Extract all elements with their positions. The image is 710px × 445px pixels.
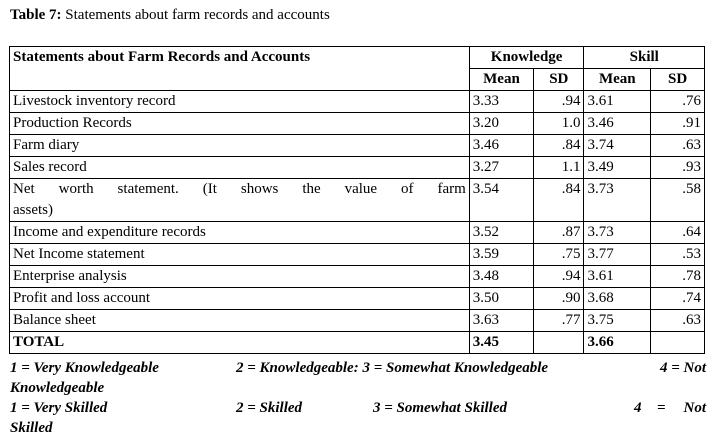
row-skill-mean: 3.77 [584,244,651,266]
row-knowledge-mean: 3.54 [469,179,533,222]
header-knowledge: Knowledge [469,47,584,69]
row-skill-mean: 3.61 [584,91,651,113]
row-skill-sd: .74 [651,288,705,310]
header-knowledge-sd: SD [534,69,584,91]
legend-knowledge-wrap [10,378,706,398]
row-skill-mean: 3.68 [584,288,651,310]
records-table [9,46,705,354]
legend-skill-line [10,398,706,418]
row-skill-sd: .78 [651,266,705,288]
legend-skill-4: 4 [634,400,642,416]
table-row [10,288,705,310]
legend-skill-4-cont: Skilled [10,420,53,436]
table-caption [10,6,330,24]
table-row [10,222,705,244]
row-skill-sd: .93 [651,157,705,179]
row-skill-sd: .58 [651,179,705,222]
table-row [10,179,705,222]
row-knowledge-sd: .94 [534,266,584,288]
row-statement: Net Income statement [10,244,470,266]
table-row [10,91,705,113]
row-skill-sd: .76 [651,91,705,113]
table-row [10,310,705,332]
legend-skill-4-text: Not [683,400,706,416]
row-skill-mean: 3.73 [584,222,651,244]
row-statement: Net worth statement. (It shows the value of farm [13,181,466,197]
table-total-row [10,332,705,354]
table-caption-label: Table 7: [10,7,62,23]
row-knowledge-sd: .77 [534,310,584,332]
table-row [10,157,705,179]
total-skill-sd [651,332,705,354]
row-knowledge-sd: .84 [534,135,584,157]
table-row [10,135,705,157]
row-skill-mean: 3.49 [584,157,651,179]
row-skill-sd: .64 [651,222,705,244]
row-skill-mean: 3.74 [584,135,651,157]
row-skill-sd: .53 [651,244,705,266]
total-knowledge-mean: 3.45 [469,332,533,354]
header-skill: Skill [584,47,705,69]
row-statement: Production Records [10,113,470,135]
header-knowledge-mean: Mean [469,69,533,91]
table-header-row [10,47,705,69]
row-knowledge-mean: 3.46 [469,135,533,157]
legend-skill-3: 3 = Somewhat Skilled [373,400,507,416]
row-knowledge-mean: 3.59 [469,244,533,266]
row-skill-sd: .63 [651,135,705,157]
row-skill-mean: 3.46 [584,113,651,135]
row-statement-multiline [10,179,470,222]
header-statements: Statements about Farm Records and Accounts [10,47,470,91]
row-statement: Enterprise analysis [10,266,470,288]
row-statement: Sales record [10,157,470,179]
row-knowledge-mean: 3.48 [469,266,533,288]
row-knowledge-mean: 3.52 [469,222,533,244]
row-knowledge-sd: .94 [534,91,584,113]
row-knowledge-sd: .87 [534,222,584,244]
row-statement-continuation: assets) [13,202,53,218]
table-row [10,244,705,266]
legend-knowledge-1: 1 = Very Knowledgeable [10,360,159,376]
row-skill-mean: 3.73 [584,179,651,222]
row-knowledge-sd: .90 [534,288,584,310]
header-skill-sd: SD [651,69,705,91]
row-statement: Farm diary [10,135,470,157]
header-skill-mean: Mean [584,69,651,91]
table-row [10,266,705,288]
row-knowledge-mean: 3.50 [469,288,533,310]
table-caption-text: Statements about farm records and accounts [61,7,330,23]
legend-skill-4-eq: = [657,400,666,416]
legend-knowledge-4: 4 = Not [659,360,706,376]
legend-skill-1: 1 = Very Skilled [10,400,108,416]
total-skill-mean: 3.66 [584,332,651,354]
row-skill-mean: 3.75 [584,310,651,332]
row-skill-mean: 3.61 [584,266,651,288]
scale-legend [10,358,706,438]
row-knowledge-sd: 1.1 [534,157,584,179]
row-knowledge-sd: 1.0 [534,113,584,135]
row-statement: Balance sheet [10,310,470,332]
total-label: TOTAL [10,332,470,354]
row-statement: Livestock inventory record [10,91,470,113]
row-knowledge-mean: 3.63 [469,310,533,332]
legend-skill-wrap [10,418,706,438]
legend-knowledge-2-3: 2 = Knowledgeable: 3 = Somewhat Knowledgeable [236,360,549,376]
row-knowledge-mean: 3.33 [469,91,533,113]
row-skill-sd: .63 [651,310,705,332]
row-statement: Profit and loss account [10,288,470,310]
row-knowledge-mean: 3.20 [469,113,533,135]
row-knowledge-mean: 3.27 [469,157,533,179]
total-knowledge-sd [534,332,584,354]
legend-knowledge-4-cont: Knowledgeable [10,380,105,396]
legend-knowledge-line [10,358,706,378]
legend-skill-2: 2 = Skilled [236,400,303,416]
row-statement: Income and expenditure records [10,222,470,244]
row-knowledge-sd: .84 [534,179,584,222]
row-knowledge-sd: .75 [534,244,584,266]
table-row [10,113,705,135]
row-skill-sd: .91 [651,113,705,135]
